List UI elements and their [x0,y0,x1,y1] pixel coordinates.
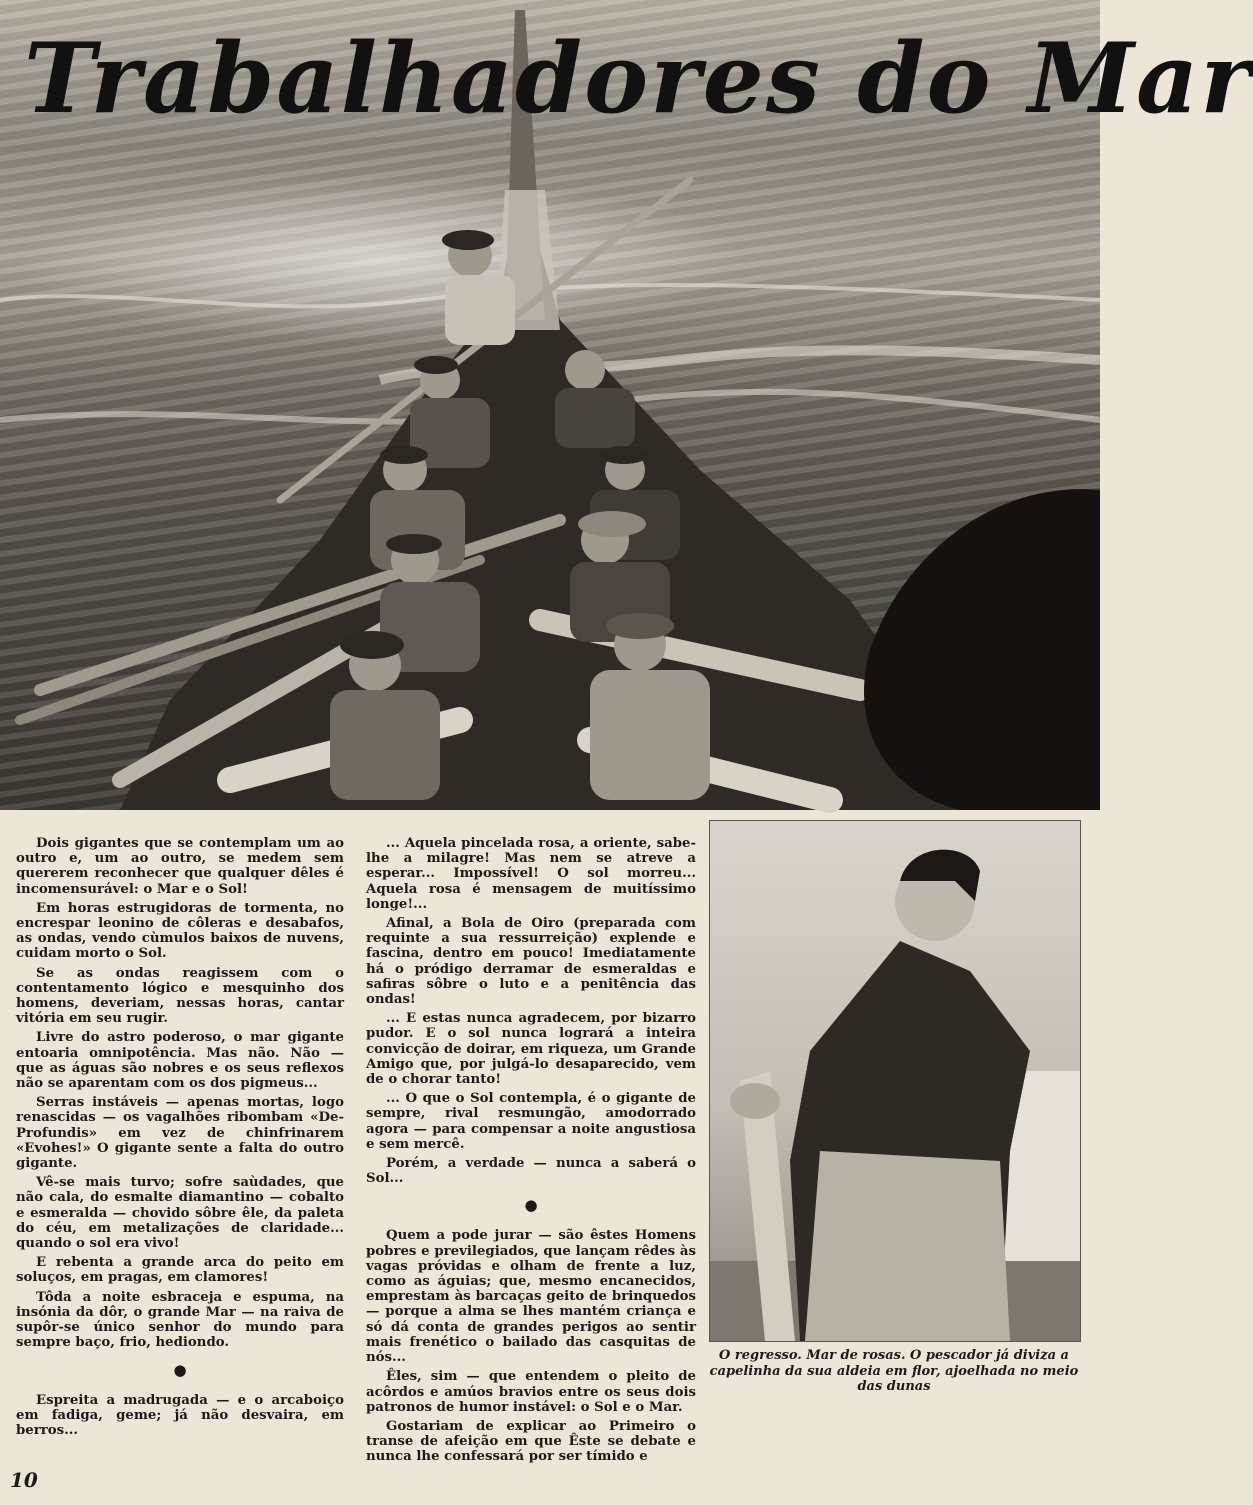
paragraph: Êles, sim — que entendem o pleito de acôrdos e amúos bravios entre os seus dois patronos de humor instável: o Sol e o Mar. [366,1369,696,1415]
fisherman-photo [709,820,1081,1342]
paragraph: Porém, a verdade — nunca a saberá o Sol... [366,1156,696,1187]
paragraph: Espreita a madrugada — e o arcaboiço em fadiga, geme; já não desvaira, em berros... [16,1392,344,1438]
fisherman-illustration [710,821,1080,1341]
paragraph: Afinal, a Bola de Oiro (preparada com requinte a sua ressurreição) explende e fascina, dentro em pouco! Imediatamente há o pródigo derramar de esmeraldas e safiras sôbre o luto e a penitência das ondas! [366,916,696,1008]
page-number: 10 [10,1468,38,1492]
page-title: Trabalhadores do Mar [24,22,1253,135]
paragraph: Tôda a noite esbraceja e espuma, na insónia da dôr, o grande Mar — na raiva de supôr-se único senhor do mundo para sempre baço, frio, hediondo. [16,1289,344,1351]
article-column-2 [366,836,696,1469]
paragraph: Serras instáveis — apenas mortas, logo renascidas — os vagalhões ribombam «De-Profundis» em vez de chinfrinarem «Evohes!» O gigante sente a falta do outro gigante. [16,1095,344,1172]
paragraph: Em horas estrugidoras de tormenta, no encrespar leonino de côleras e desabafos, as ondas, vendo cùmulos baixos de nuvens, cuidam morto o Sol. [16,900,344,962]
paragraph: Quem a pode jurar — são êstes Homens pobres e previlegiados, que lançam rêdes às vagas próvidas e olham de frente a luz, como as águias; que, mesmo encanecidos, emprestam às barcaças geito de brinquedos — porque a alma se lhes mantém criança e só dá conta de grandes perigos ao sentir mais frenético o bailado das casquitas de nós... [366,1228,696,1366]
paragraph: Dois gigantes que se contemplam um ao outro e, um ao outro, se medem sem quererem reconhecer que qualquer dêles é incomensurável: o Mar e o Sol! [16,836,344,897]
paragraph: Vê-se mais turvo; sofre saùdades, que não cala, do esmalte diamantino — cobalto e esmeralda — chovido sôbre êle, da paleta do céu, em metalizações de claridade... quando o sol era vivo! [16,1175,344,1252]
paragraph: E rebenta a grande arca do peito em soluços, em pragas, em clamores! [16,1255,344,1286]
paragraph: Gostariam de explicar ao Primeiro o transe de afeição em que Êste se debate e nunca lhe confessará por ser tímido e [366,1418,696,1465]
section-separator: ● [173,1360,187,1379]
paragraph: ... E estas nunca agradecem, por bizarro pudor. E o sol nunca logrará a inteira convicção de doirar, em riqueza, um Grande Amigo que, por julgá-lo desaparecido, vem de o chorar tanto! [366,1011,696,1088]
paragraph: ... Aquela pincelada rosa, a oriente, sabe-lhe a milagre! Mas nem se atreve a esperar... Impossível! O sol morreu... Aquela rosa é mensagem de muitíssimo longe!... [366,836,696,912]
photo-caption: O regresso. Mar de rosas. O pescador já diviza a capelinha da sua aldeia em flor, ajoelhada no meio das dunas [709,1348,1079,1394]
article-column-1 [16,836,344,1442]
paragraph: Se as ondas reagissem com o contentamento lógico e mesquinho dos homens, deveriam, nessas horas, cantar vitória em seu rugir. [16,965,344,1027]
paragraph: ... O que o Sol contempla, é o gigante de sempre, rival resmungão, amodorrado agora — para compensar a noite angustiosa e sem mercê. [366,1091,696,1152]
paragraph: Livre do astro poderoso, o mar gigante entoaria omnipotência. Mas não. Não — que as águas são nobres e os seus reflexos não se aparentam com os dos pigmeus... [16,1030,344,1092]
section-separator: ● [524,1196,538,1215]
